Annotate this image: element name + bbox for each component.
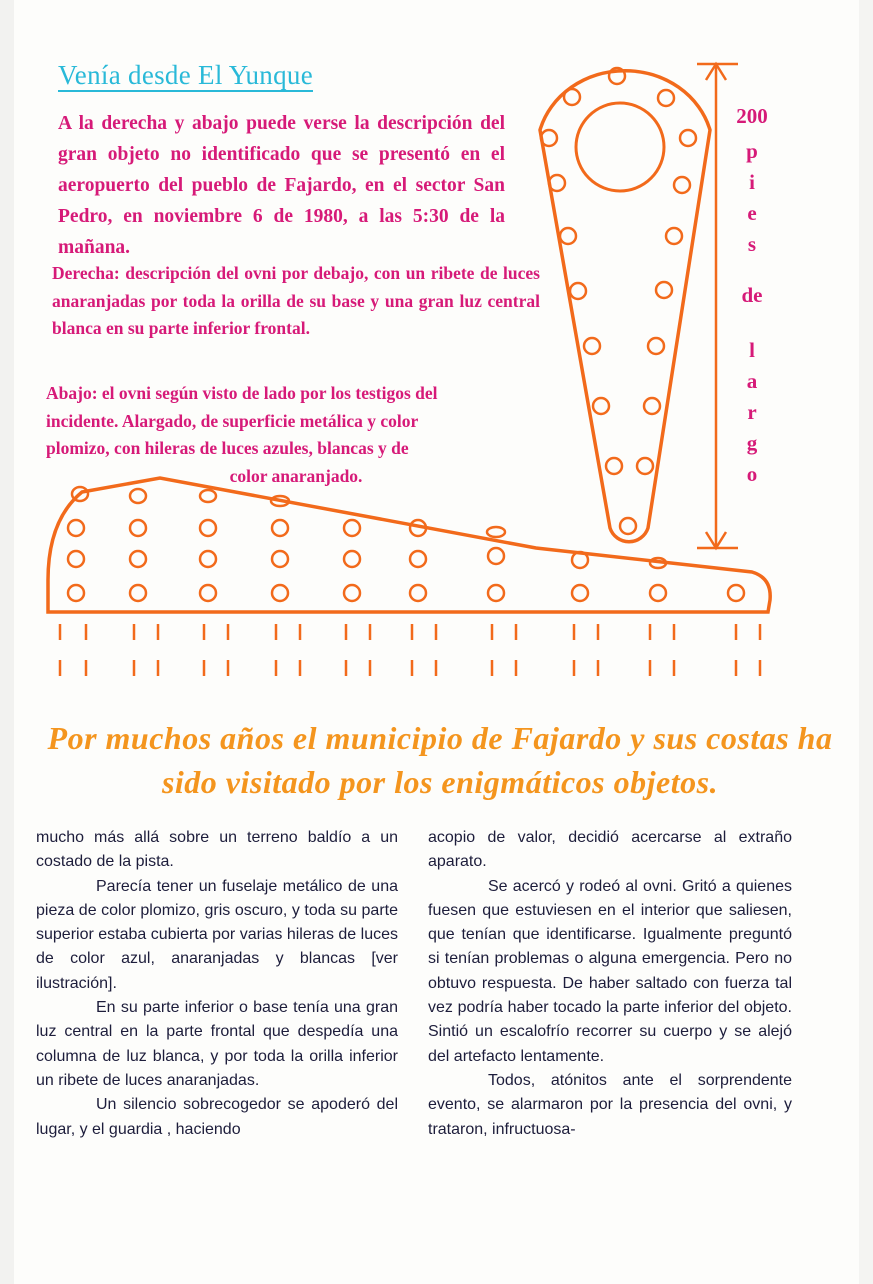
length-letter: a (746, 369, 758, 393)
body-paragraph: Parecía tener un fuselaje metálico de una pieza de color plomizo, gris oscuro, y toda su parte superior estaba cubierta por varias hileras de luces de color azul, anaranjadas y blancas [ver ilustración]. (36, 877, 398, 992)
caption-side-view (46, 380, 552, 490)
body-column-left (36, 826, 398, 1142)
length-letter: o (746, 462, 758, 486)
body-column-right (428, 826, 792, 1142)
side-lights (68, 487, 744, 601)
body-paragraph: Se acercó y rodeó al ovni. Gritó a quienes fuesen que estuviesen en el interior que saliesen, que tenían que identificarse. Igualmente preguntó si tenían problemas o alguna emergencia. Pero no obtuvo respuesta. De haber saltado con fuerza tal vez podría haber tocado la parte inferior del objeto. Sintió un escalofrío recorrer su cuerpo y se alejó del artefacto lentamente. (428, 877, 792, 1065)
headline: Por muchos años el municipio de Fajardo y sus costas ha sido visitado por los enigmáticos objetos. (47, 720, 833, 800)
length-letter: de (741, 283, 763, 307)
caption-side-line: color anaranjado. (229, 465, 363, 486)
caption-side-line: Abajo: el ovni según visto de lado por los testigos del (46, 383, 438, 403)
intro-paragraph: A la derecha y abajo puede verse la descripción del gran objeto no identificado que se presentó en el aeropuerto del pueblo de Fajardo, en el sector San Pedro, en noviembre 6 de 1980, a las 5:30 de la mañana. (58, 113, 505, 258)
central-light (576, 103, 664, 191)
length-label (728, 104, 776, 487)
length-letter: i (749, 170, 755, 194)
body-paragraph: En su parte inferior o base tenía una gran luz central en la parte frontal que despedía una columna de luz blanca, y por toda la orilla inferior un ribete de luces anaranjadas. (36, 999, 398, 1089)
ufo-bottom-view-outline (540, 71, 710, 542)
body-paragraph: Un silencio sobrecogedor se apoderó del lugar, y el guardia , haciendo (36, 1096, 398, 1138)
body-paragraph: mucho más allá sobre un terreno baldío a un costado de la pista. (36, 829, 398, 871)
length-number: 200 (736, 104, 768, 128)
bottom-lights (541, 68, 696, 534)
caption-bottom-view: Derecha: descripción del ovni por debajo, con un ribete de luces anaranjadas por toda la orilla de su base y una gran luz central blanca en su parte inferior frontal. (52, 263, 540, 338)
body-paragraph: acopio de valor, decidió acercarse al extraño aparato. (428, 829, 792, 871)
caption-side-line: plomizo, con hileras de luces azules, blancas y de (46, 438, 409, 458)
light-beams (60, 624, 760, 676)
length-letter: g (746, 431, 758, 455)
length-letter: r (747, 400, 757, 424)
length-letter: l (749, 338, 755, 362)
section-title: Venía desde El Yunque (58, 60, 313, 90)
length-letter: e (747, 201, 757, 225)
length-letter: p (746, 139, 758, 163)
length-letter: s (747, 232, 757, 256)
caption-side-line: incidente. Alargado, de superficie metálica y color (46, 410, 419, 431)
body-paragraph: Todos, atónitos ante el sorprendente evento, se alarmaron por la presencia del ovni, y trataron, infructuosa- (428, 1071, 792, 1138)
